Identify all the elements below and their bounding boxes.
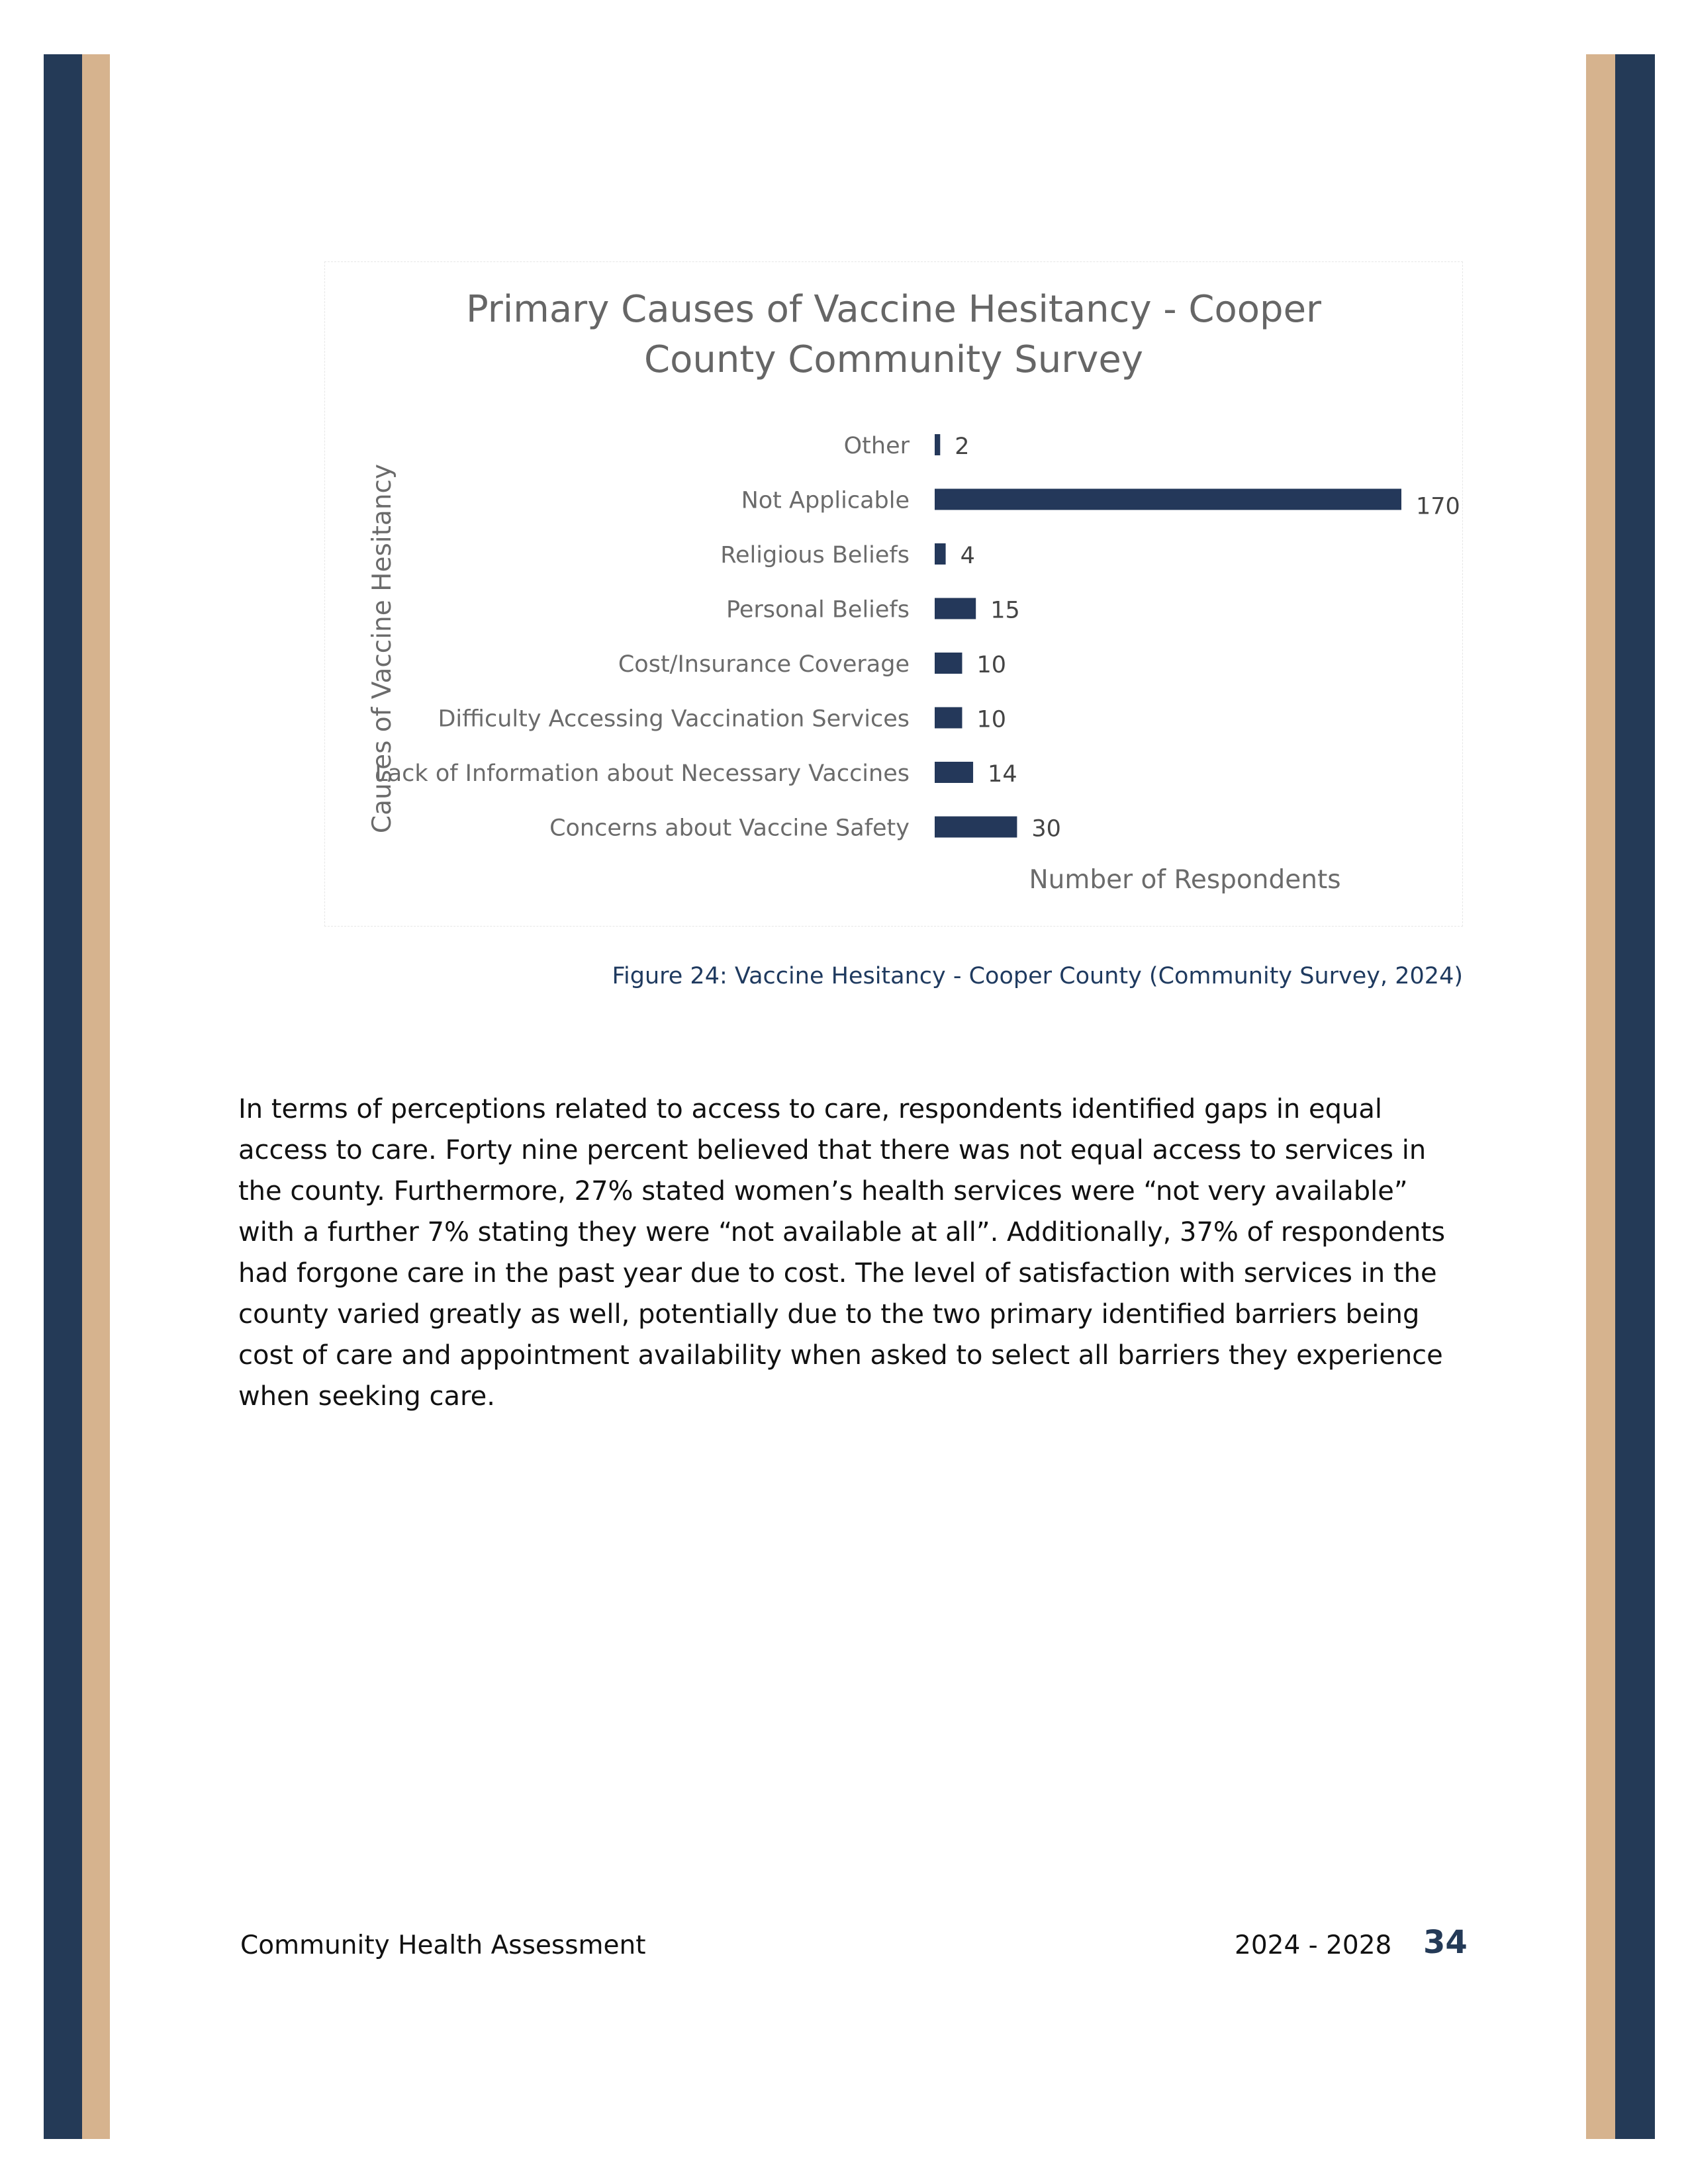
bar [935, 434, 940, 455]
figure-caption: Figure 24: Vaccine Hesitancy - Cooper County (Community Survey, 2024) [612, 963, 1463, 989]
bar-chart [0, 0, 1688, 960]
category-label: Not Applicable [741, 487, 910, 514]
category-label: Cost/Insurance Coverage [618, 651, 910, 678]
data-label: 10 [976, 652, 1007, 678]
x-axis-label: Number of Respondents [1029, 865, 1341, 895]
data-label: 2 [955, 433, 970, 460]
bar [935, 707, 962, 729]
category-label: Lack of Information about Necessary Vaccines [375, 760, 910, 787]
data-label: 170 [1416, 493, 1460, 520]
chart-title-line-2: County Community Survey [644, 338, 1143, 381]
page-number: 34 [1423, 1924, 1468, 1961]
data-label: 15 [990, 597, 1020, 624]
category-label: Religious Beliefs [720, 542, 910, 569]
category-label: Personal Beliefs [726, 596, 910, 623]
data-label: 4 [960, 543, 975, 569]
bar [935, 653, 962, 674]
bar [935, 489, 1401, 510]
chart-title-line-1: Primary Causes of Vaccine Hesitancy - Cooper [465, 288, 1322, 331]
y-axis-label: Causes of Vaccine Hesitancy [367, 463, 397, 834]
bar [935, 762, 973, 783]
bar [935, 543, 946, 565]
category-label: Difficulty Accessing Vaccination Services [438, 705, 910, 733]
body-paragraph: In terms of perceptions related to access to care, respondents identified gaps in equal access to care. Forty nine percent believed that there was not equal access to services in the county. Furthermore, 27% stated women’s health services were “not very available” with a further 7% stating they were “not available at all”. Additionally, 37% of respondents had forgone care in the past year due to cost. The level of satisfaction with services in the county varied greatly as well, potentially due to the two primary identified barriers being cost of care and appointment availability when asked to select all barriers they experience when seeking care. [238, 1094, 1446, 1412]
data-label: 14 [988, 761, 1017, 788]
category-label: Other [843, 433, 910, 459]
footer-title: Community Health Assessment [240, 1931, 646, 1960]
category-label: Concerns about Vaccine Safety [549, 815, 910, 842]
data-label: 30 [1031, 815, 1061, 842]
bar [935, 598, 976, 619]
bar [935, 817, 1017, 838]
data-label: 10 [976, 706, 1007, 733]
footer-years: 2024 - 2028 [1235, 1931, 1392, 1960]
